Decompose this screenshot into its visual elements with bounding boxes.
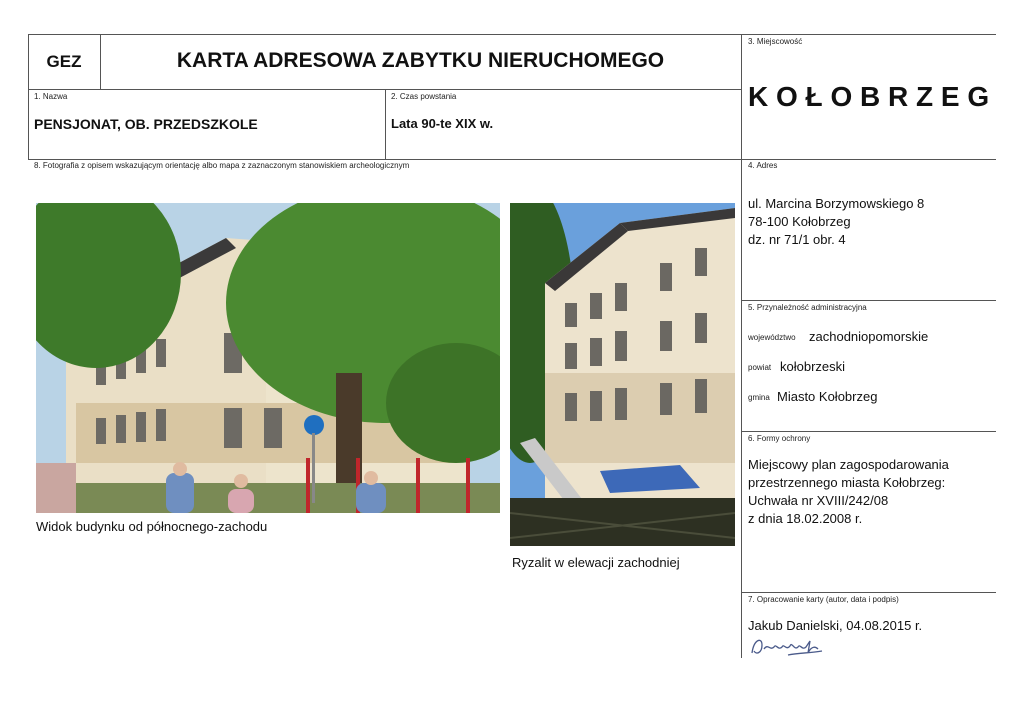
commune-label: gmina [748, 393, 770, 402]
address-street: ul. Marcina Borzymowskiego 8 [748, 196, 925, 211]
voivodeship-label: województwo [748, 333, 796, 342]
name-value: PENSJONAT, OB. PRZEDSZKOLE [34, 116, 258, 132]
photo-caption-northwest: Widok budynku od północnego-zachodu [36, 519, 268, 534]
photo-section-label: 8. Fotografia z opisem wskazującym orientację albo mapa z zaznaczonym stanowiskiem archeologicznym [34, 161, 410, 170]
county-label: powiat [748, 363, 772, 372]
border-name-divider [385, 89, 386, 160]
protection-line4: z dnia 18.02.2008 r. [748, 511, 863, 526]
voivodeship-value: zachodniopomorskie [809, 329, 929, 344]
photo-caption-west: Ryzalit w elewacji zachodniej [512, 555, 680, 570]
prepared-label: 7. Opracowanie karty (autor, data i podpis) [748, 595, 899, 604]
prepared-value: Jakub Danielski, 04.08.2015 r. [748, 618, 923, 633]
border-protection-bottom [741, 592, 996, 593]
time-value: Lata 90-te XIX w. [391, 116, 494, 131]
address-city: 78-100 Kołobrzeg [748, 214, 851, 229]
building-photo-west-risalit [510, 203, 735, 546]
address-parcel: dz. nr 71/1 obr. 4 [748, 232, 846, 247]
border-address-bottom [741, 300, 996, 301]
protection-line3: Uchwała nr XVIII/242/08 [748, 493, 889, 508]
border-row1-bottom [28, 159, 996, 160]
signature [748, 633, 828, 659]
name-label: 1. Nazwa [34, 92, 68, 101]
town-label: 3. Miejscowość [748, 37, 803, 46]
protection-line1: Miejscowy plan zagospodarowania [748, 457, 949, 472]
border-admin-bottom [741, 431, 996, 432]
protection-label: 6. Formy ochrony [748, 434, 811, 443]
document-code: GEZ [46, 52, 82, 71]
page-title: KARTA ADRESOWA ZABYTKU NIERUCHOMEGO [176, 49, 665, 72]
address-label: 4. Adres [748, 161, 778, 170]
commune-value: Miasto Kołobrzeg [777, 389, 878, 404]
building-photo-northwest [36, 203, 500, 513]
protection-line2: przestrzennego miasta Kołobrzeg: [748, 475, 946, 490]
border-top [28, 34, 996, 35]
border-right-column [741, 34, 742, 658]
admin-label: 5. Przynależność administracyjna [748, 303, 867, 312]
town-value: K O Ł O B R Z E G [748, 81, 990, 112]
time-label: 2. Czas powstania [391, 92, 457, 101]
county-value: kołobrzeski [780, 359, 846, 374]
